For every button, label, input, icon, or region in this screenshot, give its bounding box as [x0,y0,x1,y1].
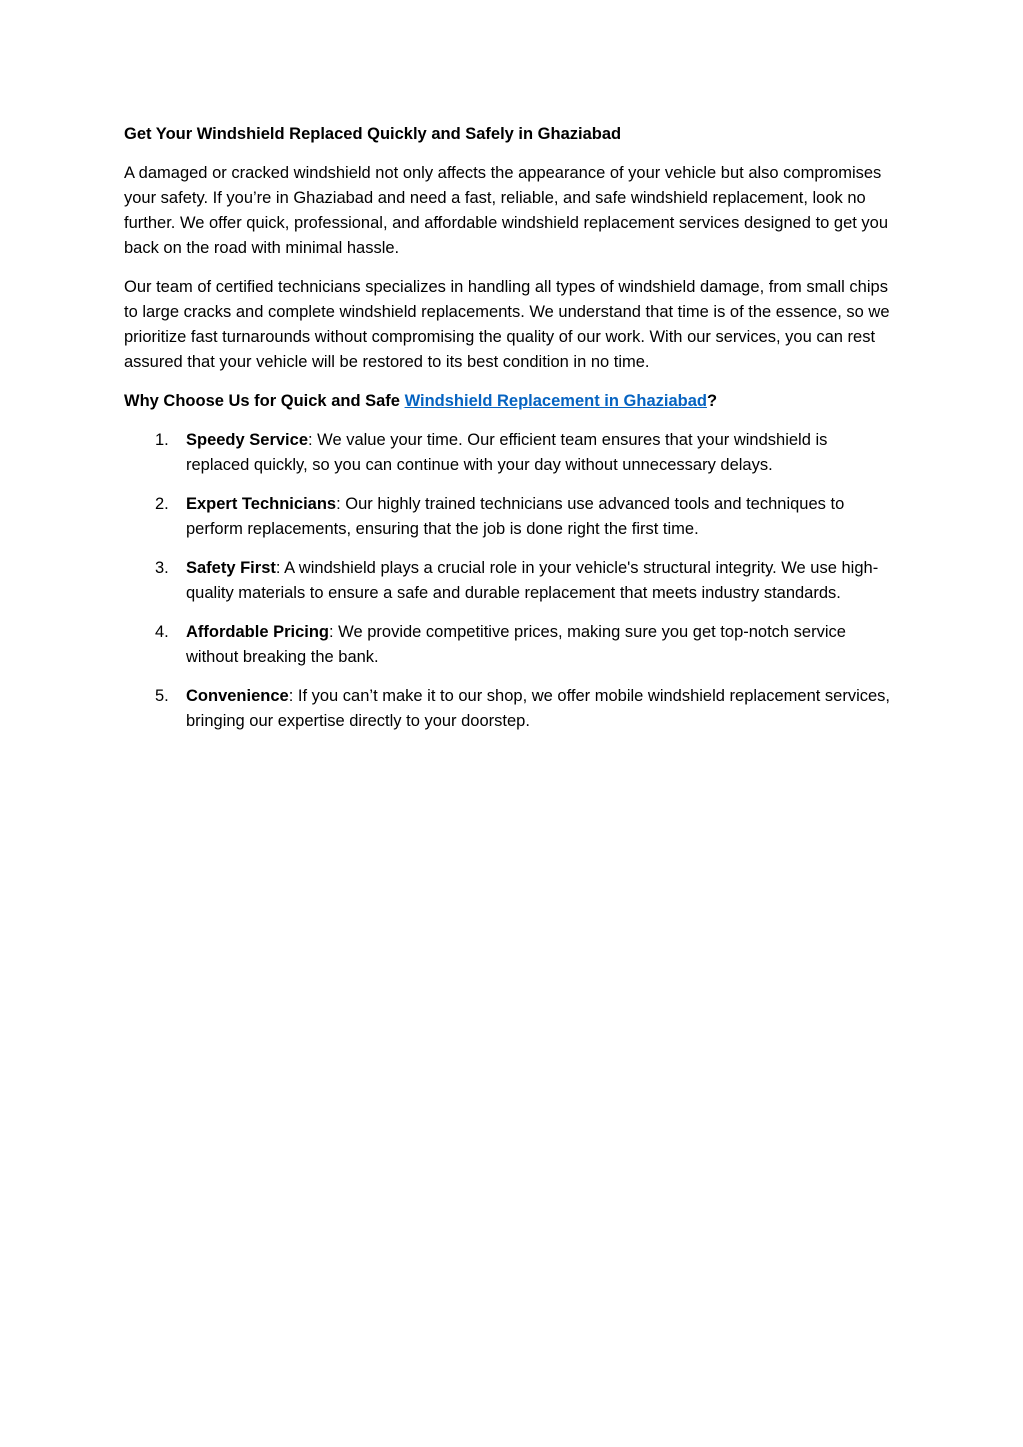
list-item [124,556,894,606]
why-choose-heading-prefix: Why Choose Us for Quick and Safe [124,392,405,410]
list-item-number: 1. [155,431,169,449]
list-item [124,428,894,478]
team-paragraph: Our team of certified technicians specializes in handling all types of windshield damage, from small chips to large cracks and complete windshield replacements. We understand that time is of the essence, so we prioritize fast turnarounds without compromising the quality of our work. With our services, you can rest assured that your vehicle will be restored to its best condition in no time. [124,278,890,371]
list-item-term: Safety First [186,559,276,577]
list-item [124,684,894,734]
why-choose-heading-suffix: ? [706,392,718,410]
list-item-number: 4. [155,623,169,641]
list-item-term: Expert Technicians [186,495,337,513]
list-item-text: : We value your time. Our efficient team ensures that your windshield is replaced quickly, so you can continue with your day without unnecessary delays. [186,431,828,474]
windshield-replacement-link[interactable]: Windshield Replacement in Ghaziabad [404,392,707,410]
list-item-term: Convenience [186,687,289,705]
list-item-text: : We provide competitive prices, making sure you get top-notch service without breaking the bank. [186,623,846,666]
document-title: Get Your Windshield Replaced Quickly and Safely in Ghaziabad [124,125,622,143]
list-item-number: 3. [155,559,169,577]
list-item [124,492,894,542]
list-item-term: Speedy Service [186,431,308,449]
why-choose-heading [124,389,894,414]
list-item-number: 5. [155,687,169,705]
intro-paragraph: A damaged or cracked windshield not only affects the appearance of your vehicle but also compromises your safety. If you’re in Ghaziabad and need a fast, reliable, and safe windshield replacement, look no further. We offer quick, professional, and affordable windshield replacement services designed to get you back on the road with minimal hassle. [124,164,889,257]
list-item [124,620,894,670]
list-item-text: : A windshield plays a crucial role in your vehicle's structural integrity. We use high-quality materials to ensure a safe and durable replacement that meets industry standards. [186,559,879,602]
list-item-number: 2. [155,495,169,513]
list-item-text: : Our highly trained technicians use advanced tools and techniques to perform replacements, ensuring that the job is done right the first time. [186,495,845,538]
document-page [124,122,894,748]
reasons-list [124,428,894,734]
list-item-term: Affordable Pricing [186,623,330,641]
list-item-text: : If you can’t make it to our shop, we offer mobile windshield replacement services, bringing our expertise directly to your doorstep. [186,687,891,730]
